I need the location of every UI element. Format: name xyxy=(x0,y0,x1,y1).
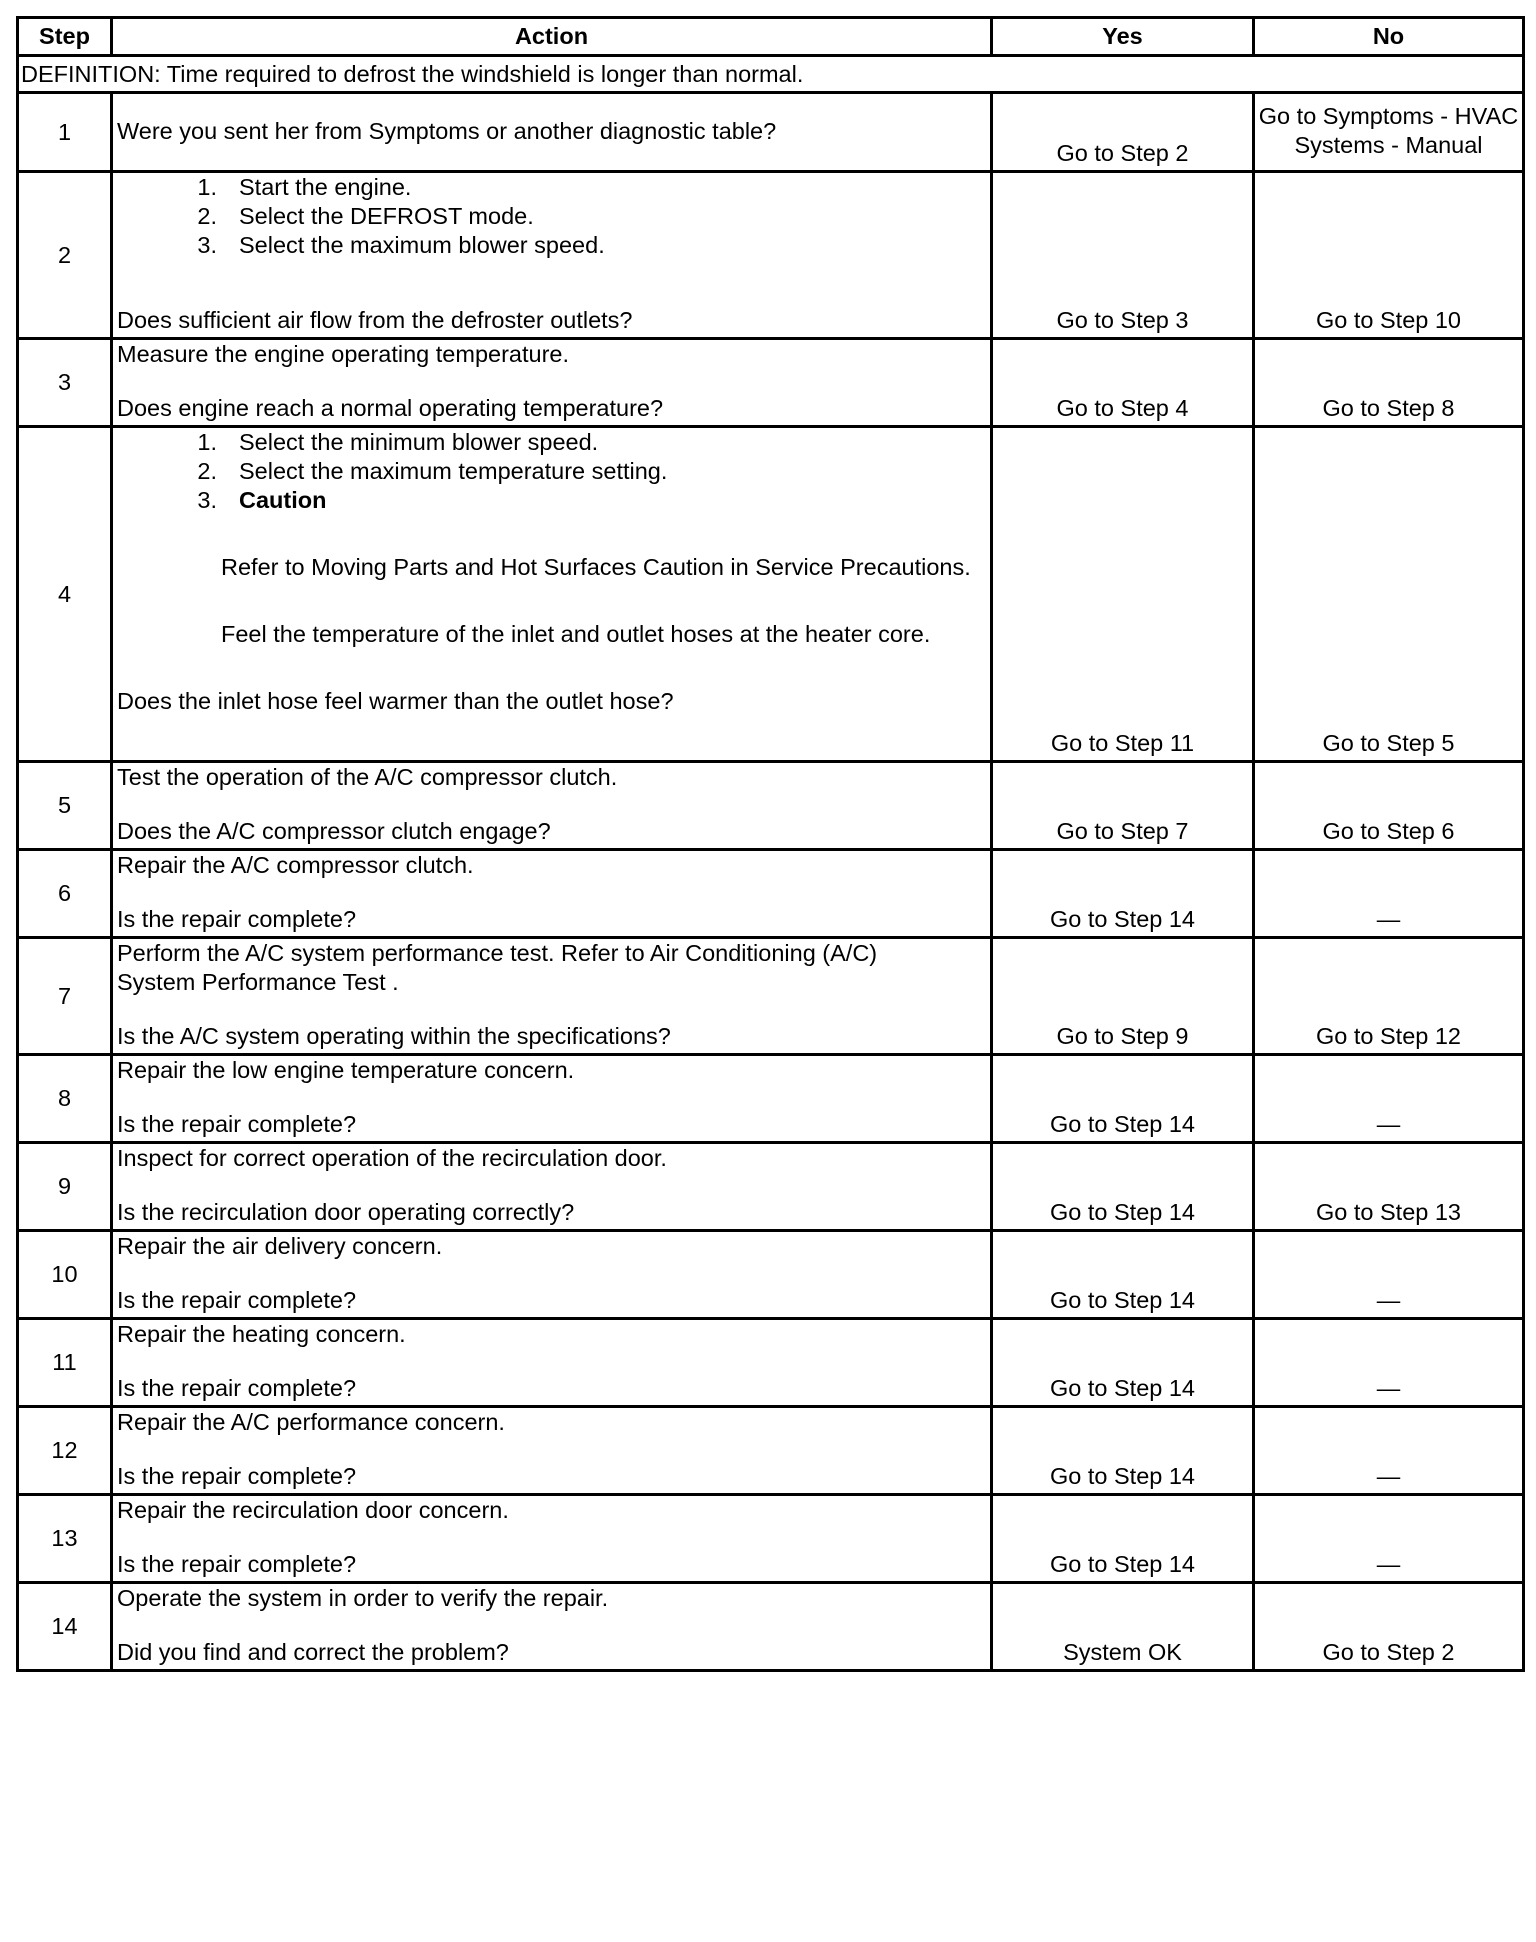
question-text: Is the repair complete? xyxy=(117,1551,357,1577)
step-number: 6 xyxy=(18,850,112,938)
substep-list xyxy=(117,173,986,260)
table-row xyxy=(18,1319,1524,1407)
header-action: Action xyxy=(112,18,992,56)
step-number: 11 xyxy=(18,1319,112,1407)
yes-cell: Go to Step 14 xyxy=(992,1055,1254,1143)
yes-cell: System OK xyxy=(992,1583,1254,1671)
action-cell xyxy=(112,1495,992,1583)
instruction-text: Repair the low engine temperature concern. xyxy=(117,1057,575,1083)
yes-cell: Go to Step 11 xyxy=(992,427,1254,762)
list-item: 2. Select the DEFROST mode. xyxy=(197,203,534,229)
diagnostic-table xyxy=(16,16,1525,1672)
table-row xyxy=(18,172,1524,339)
question-text: Is the A/C system operating within the specifications? xyxy=(117,1023,671,1049)
list-item: 2. Select the maximum temperature setting. xyxy=(197,458,668,484)
question-text: Is the repair complete? xyxy=(117,1287,357,1313)
caution-action: Feel the temperature of the inlet and outlet hoses at the heater core. xyxy=(221,621,931,647)
question-text: Does engine reach a normal operating temperature? xyxy=(117,395,664,421)
action-cell xyxy=(112,1319,992,1407)
table-row xyxy=(18,762,1524,850)
yes-cell: Go to Step 14 xyxy=(992,1231,1254,1319)
no-cell: Go to Step 13 xyxy=(1254,1143,1524,1231)
step-number: 9 xyxy=(18,1143,112,1231)
action-cell xyxy=(112,762,992,850)
question-text: Is the repair complete? xyxy=(117,906,357,932)
table-row xyxy=(18,1407,1524,1495)
yes-cell: Go to Step 14 xyxy=(992,850,1254,938)
yes-cell: Go to Step 2 xyxy=(992,93,1254,172)
list-item: 3. Caution xyxy=(197,487,327,513)
question-text: Does the inlet hose feel warmer than the outlet hose? xyxy=(117,688,674,714)
step-number: 2 xyxy=(18,172,112,339)
action-cell xyxy=(112,1143,992,1231)
instruction-text: Repair the A/C compressor clutch. xyxy=(117,852,474,878)
table-row xyxy=(18,427,1524,762)
header-no: No xyxy=(1254,18,1524,56)
question-text: Does sufficient air flow from the defroster outlets? xyxy=(117,307,633,333)
table-row xyxy=(18,1495,1524,1583)
instruction-text: Repair the recirculation door concern. xyxy=(117,1497,509,1523)
yes-cell: Go to Step 4 xyxy=(992,339,1254,427)
instruction-text: Operate the system in order to verify the repair. xyxy=(117,1585,609,1611)
yes-cell: Go to Step 14 xyxy=(992,1407,1254,1495)
step-number: 7 xyxy=(18,938,112,1055)
header-yes: Yes xyxy=(992,18,1254,56)
no-cell: — xyxy=(1254,1231,1524,1319)
table-row xyxy=(18,1231,1524,1319)
question-text: Were you sent her from Symptoms or another diagnostic table? xyxy=(117,117,777,144)
substep-list xyxy=(117,428,986,515)
no-cell: Go to Step 5 xyxy=(1254,427,1524,762)
step-number: 4 xyxy=(18,427,112,762)
table-row xyxy=(18,1583,1524,1671)
caution-reference: Refer to Moving Parts and Hot Surfaces Caution in Service Precautions. xyxy=(221,554,971,580)
yes-cell: Go to Step 3 xyxy=(992,172,1254,339)
header-step: Step xyxy=(18,18,112,56)
action-cell xyxy=(112,339,992,427)
no-cell: Go to Step 12 xyxy=(1254,938,1524,1055)
yes-cell: Go to Step 9 xyxy=(992,938,1254,1055)
instruction-text: Measure the engine operating temperature. xyxy=(117,341,570,367)
step-number: 5 xyxy=(18,762,112,850)
instruction-text: Inspect for correct operation of the recirculation door. xyxy=(117,1145,667,1171)
action-cell xyxy=(112,172,992,339)
instruction-text: Test the operation of the A/C compressor clutch. xyxy=(117,764,618,790)
table-row xyxy=(18,1055,1524,1143)
no-cell: Go to Step 6 xyxy=(1254,762,1524,850)
step-number: 13 xyxy=(18,1495,112,1583)
action-cell xyxy=(112,938,992,1055)
no-cell: Go to Step 8 xyxy=(1254,339,1524,427)
action-cell xyxy=(112,1583,992,1671)
no-cell: Go to Symptoms - HVAC Systems - Manual xyxy=(1254,93,1524,172)
action-cell xyxy=(112,427,992,762)
table-row xyxy=(18,850,1524,938)
no-cell: — xyxy=(1254,1407,1524,1495)
instruction-text: Perform the A/C system performance test. Refer to Air Conditioning (A/C) System Performance Test . xyxy=(117,940,878,995)
step-number: 3 xyxy=(18,339,112,427)
question-text: Is the recirculation door operating correctly? xyxy=(117,1199,575,1225)
yes-cell: Go to Step 14 xyxy=(992,1319,1254,1407)
step-number: 10 xyxy=(18,1231,112,1319)
header-row xyxy=(18,18,1524,56)
question-text: Did you find and correct the problem? xyxy=(117,1639,509,1665)
step-number: 12 xyxy=(18,1407,112,1495)
question-text: Is the repair complete? xyxy=(117,1463,357,1489)
action-cell xyxy=(112,93,992,172)
step-number: 14 xyxy=(18,1583,112,1671)
action-cell xyxy=(112,1231,992,1319)
definition-text: DEFINITION: Time required to defrost the windshield is longer than normal. xyxy=(18,56,1524,93)
table-row xyxy=(18,93,1524,172)
instruction-text: Repair the A/C performance concern. xyxy=(117,1409,505,1435)
action-cell xyxy=(112,1055,992,1143)
definition-row xyxy=(18,56,1524,93)
instruction-text: Repair the heating concern. xyxy=(117,1321,406,1347)
action-cell xyxy=(112,1407,992,1495)
no-cell: — xyxy=(1254,850,1524,938)
no-cell: Go to Step 2 xyxy=(1254,1583,1524,1671)
no-cell: — xyxy=(1254,1055,1524,1143)
list-item: 1. Select the minimum blower speed. xyxy=(197,429,599,455)
question-text: Is the repair complete? xyxy=(117,1111,357,1137)
table-row xyxy=(18,1143,1524,1231)
no-cell: — xyxy=(1254,1495,1524,1583)
list-item: 1. Start the engine. xyxy=(197,174,412,200)
list-item: 3. Select the maximum blower speed. xyxy=(197,232,605,258)
action-cell xyxy=(112,850,992,938)
instruction-text: Repair the air delivery concern. xyxy=(117,1233,443,1259)
no-cell: — xyxy=(1254,1319,1524,1407)
table-row xyxy=(18,938,1524,1055)
step-number: 1 xyxy=(18,93,112,172)
question-text: Does the A/C compressor clutch engage? xyxy=(117,818,551,844)
caution-label: Caution xyxy=(239,487,327,513)
step-number: 8 xyxy=(18,1055,112,1143)
table-row xyxy=(18,339,1524,427)
question-text: Is the repair complete? xyxy=(117,1375,357,1401)
yes-cell: Go to Step 7 xyxy=(992,762,1254,850)
no-cell: Go to Step 10 xyxy=(1254,172,1524,339)
yes-cell: Go to Step 14 xyxy=(992,1143,1254,1231)
yes-cell: Go to Step 14 xyxy=(992,1495,1254,1583)
